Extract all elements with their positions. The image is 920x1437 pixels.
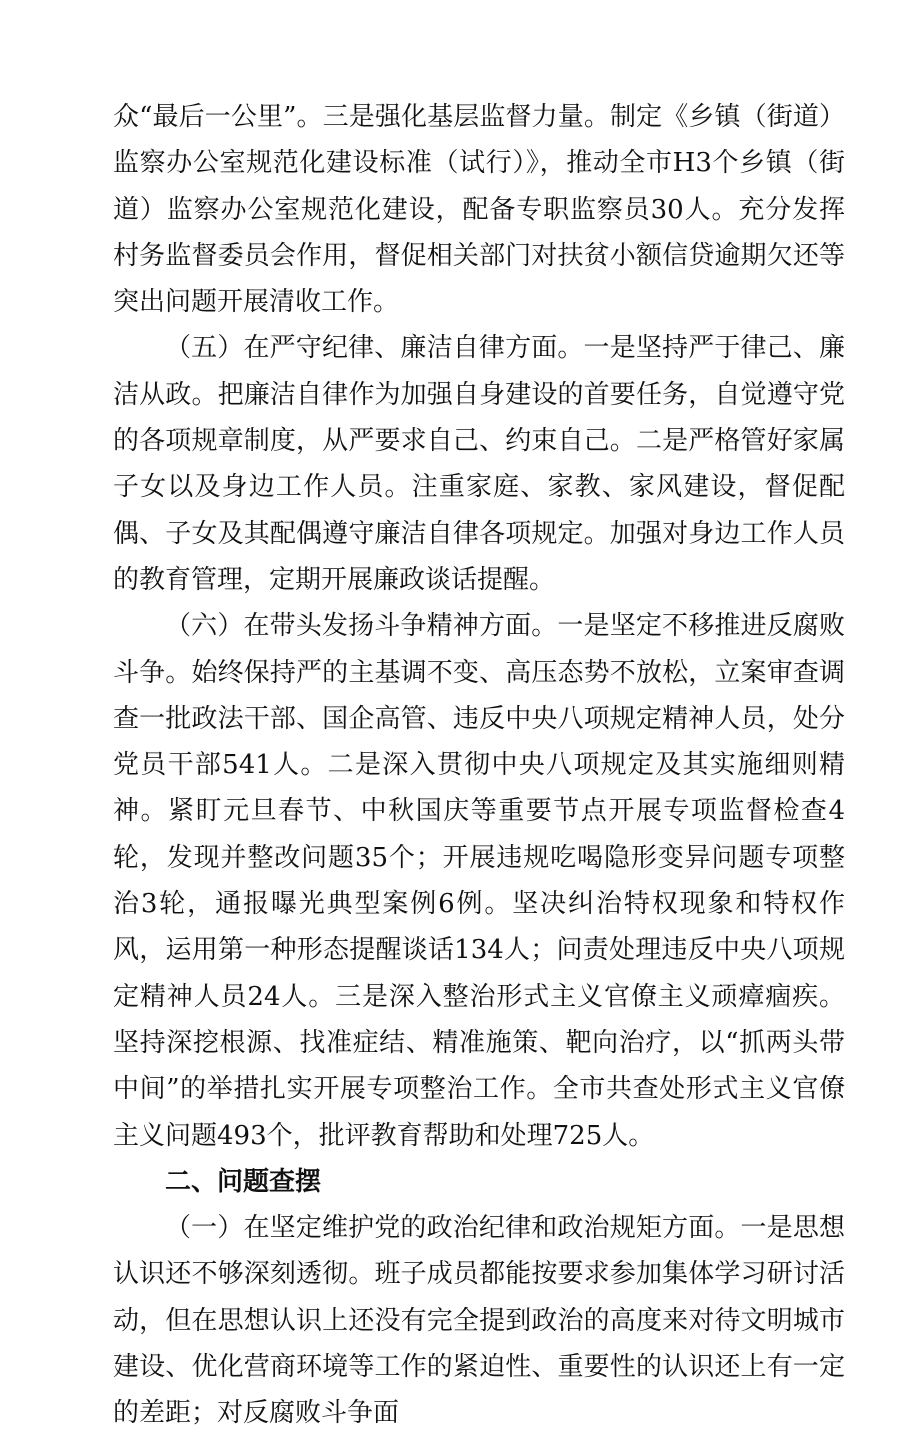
paragraph-section-5: （五）在严守纪律、廉洁自律方面。一是坚持严于律己、廉洁从政。把廉洁自律作为加强自身建设的首要任务，自觉遵守党的各项规章制度，从严要求自己、约束自己。二是严格管好家属子女以及身边工作人员。注重家庭、家教、家风建设，督促配偶、子女及其配偶遵守廉洁自律各项规定。加强对身边工作人员的教育管理，定期开展廉政谈话提醒。 (113, 333, 845, 595)
section-heading-problems: 二、问题查摆 (165, 1166, 322, 1197)
paragraph-section-6: （六）在带头发扬斗争精神方面。一是坚定不移推进反腐败斗争。始终保持严的主基调不变、高压态势不放松，立案审查调查一批政法干部、国企高管、违反中央八项规定精神人员，处分党员干部541人。二是深入贯彻中央八项规定及其实施细则精神。紧盯元旦春节、中秋国庆等重要节点开展专项监督检查4轮，发现并整改问题35个；开展违规吃喝隐形变异问题专项整治3轮，通报曝光典型案例6例。坚决纠治特权现象和特权作风，运用第一种形态提醒谈话134人；问责处理违反中央八项规定精神人员24人。三是深入整治形式主义官僚主义顽瘴痼疾。坚持深挖根源、找准症结、精准施策、靶向治疗，以“抓两头带中间”的举措扎实开展专项整治工作。全市共查处形式主义官僚主义问题493个，批评教育帮助和处理725人。 (113, 611, 845, 1151)
document-body (113, 94, 845, 1437)
paragraph-issue-1: （一）在坚定维护党的政治纪律和政治规矩方面。一是思想认识还不够深刻透彻。班子成员都能按要求参加集体学习研讨活动，但在思想认识上还没有完全提到政治的高度来对待文明城市建设、优化营商环境等工作的紧迫性、重要性的认识还上有一定的差距；对反腐败斗争面 (113, 1213, 845, 1429)
paragraph-continued: 众“最后一公里”。三是强化基层监督力量。制定《乡镇（街道）监察办公室规范化建设标准（试行）》，推动全市H3个乡镇（街道）监察办公室规范化建设，配备专职监察员30人。充分发挥村务监督委员会作用，督促相关部门对扶贫小额信贷逾期欠还等突出问题开展清收工作。 (113, 102, 845, 318)
